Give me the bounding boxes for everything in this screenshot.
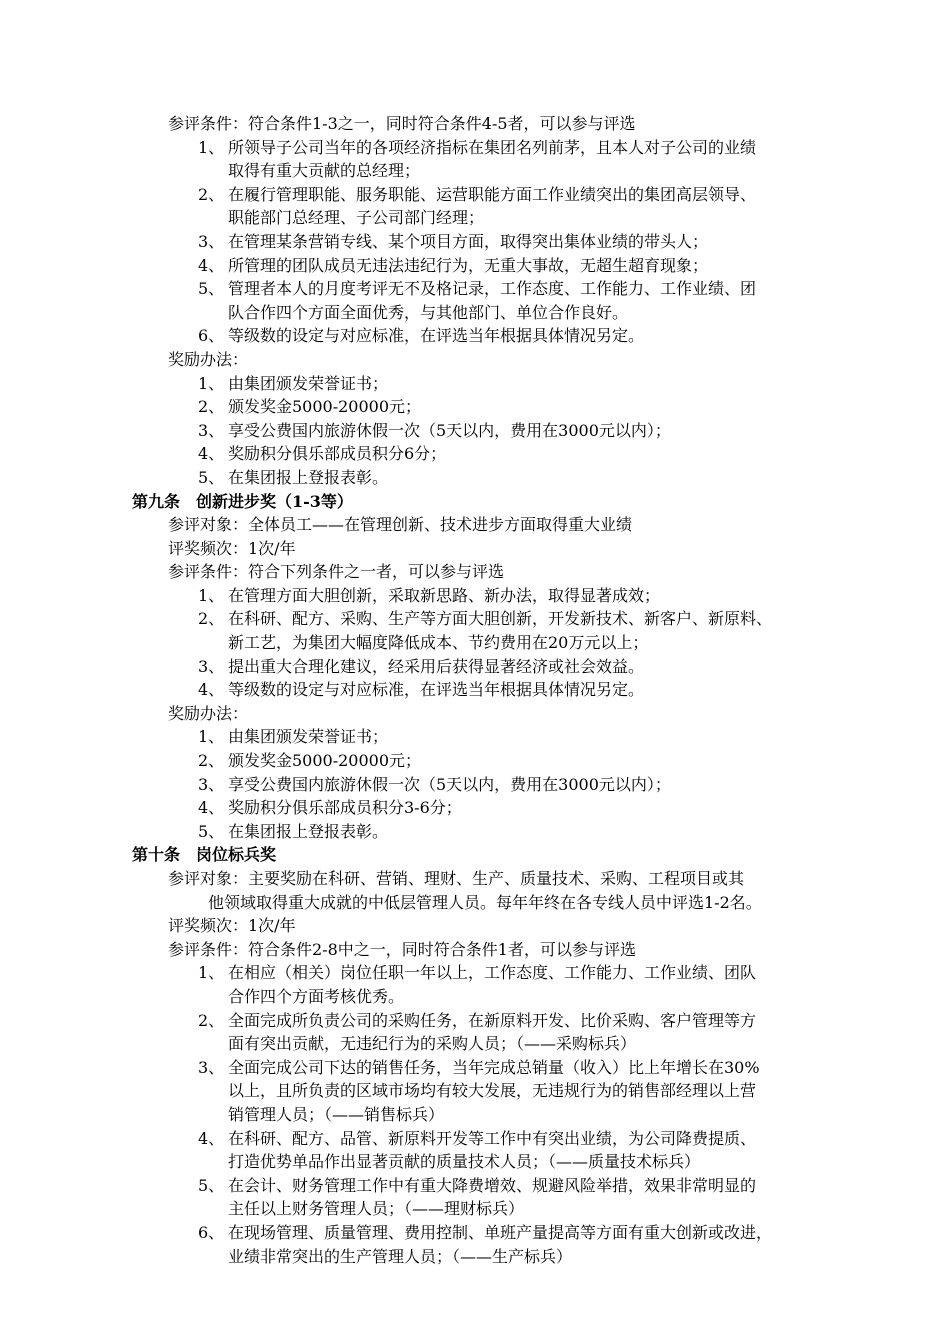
list-item-line: 面有突出贡献，无违纪行为的采购人员；（——采购标兵） xyxy=(228,1034,637,1054)
list-item-line: 所领导子公司当年的各项经济指标在集团名列前茅，且本人对子公司的业绩 xyxy=(228,137,757,157)
list-item-text xyxy=(228,324,877,348)
list-item-number: 2、 xyxy=(198,397,225,417)
list-item-line: 销管理人员；（——销售标兵） xyxy=(228,1104,445,1124)
list-item-line: 在科研、配方、采购、生产等方面大胆创新，开发新技术、新客户、新原料、 xyxy=(228,609,773,629)
list-item xyxy=(132,655,877,679)
field-label: 奖励办法： xyxy=(168,703,249,723)
list-item-number: 5、 xyxy=(198,279,225,299)
list-item-line: 等级数的设定与对应标准，在评选当年根据具体情况另定。 xyxy=(228,326,645,346)
list-item-line: 在管理某条营销专线、某个项目方面，取得突出集体业绩的带头人； xyxy=(228,231,709,251)
list-item xyxy=(132,372,877,396)
list-item-line: 业绩非常突出的生产管理人员；（——生产标兵） xyxy=(228,1246,573,1266)
list-item xyxy=(132,961,877,1008)
list-item-text xyxy=(228,419,877,443)
list-item xyxy=(132,183,877,230)
list-item-line: 颁发奖金5000-20000元； xyxy=(228,397,422,417)
list-item xyxy=(132,136,877,183)
field-label: 评奖频次：1次/年 xyxy=(168,916,296,936)
list-item-line: 享受公费国内旅游休假一次（5天以内，费用在3000元以内）； xyxy=(228,420,671,440)
list-item xyxy=(132,442,877,466)
list-item-line: 等级数的设定与对应标准，在评选当年根据具体情况另定。 xyxy=(228,680,645,700)
list-item xyxy=(132,324,877,348)
list-item-text xyxy=(228,725,877,749)
list-item-number: 3、 xyxy=(198,1057,225,1077)
article-heading: 第九条 创新进步奖（1-3等） xyxy=(132,491,353,511)
list-item-line: 在履行管理职能、服务职能、运营职能方面工作业绩突出的集团高层领导、 xyxy=(228,184,757,204)
field-label: 参评对象：全体员工——在管理创新、技术进步方面取得重大业绩 xyxy=(168,515,633,535)
list-item-number: 4、 xyxy=(198,1128,225,1148)
list-item-line: 以上，且所负责的区域市场均有较大发展，无违规行为的销售部经理以上营 xyxy=(228,1081,757,1101)
list-item-text xyxy=(228,796,877,820)
list-item-text xyxy=(228,749,877,773)
list-item-line: 全面完成公司下达的销售任务，当年完成总销量（收入）比上年增长在30% xyxy=(228,1057,760,1077)
list-item-line: 在集团报上登报表彰。 xyxy=(228,821,389,841)
list-item-line: 所管理的团队成员无违法违纪行为，无重大事故，无超生超育现象； xyxy=(228,255,709,275)
list-item xyxy=(132,1221,877,1268)
list-item xyxy=(132,1056,877,1127)
list-item xyxy=(132,419,877,443)
list-item-text xyxy=(228,254,877,278)
list-item-number: 2、 xyxy=(198,609,225,629)
list-item-text xyxy=(228,395,877,419)
field-label: 参评条件：符合条件1-3之一，同时符合条件4-5者，可以参与评选 xyxy=(168,114,636,133)
list-item-number: 1、 xyxy=(198,585,225,605)
list-item-number: 5、 xyxy=(198,467,225,487)
list-item-line: 在现场管理、质量管理、费用控制、单班产量提高等方面有重大创新或改进， xyxy=(228,1222,773,1242)
list-item-line: 职能部门总经理、子公司部门经理； xyxy=(228,208,485,228)
list-item-line: 主任以上财务管理人员；（——理财标兵） xyxy=(228,1199,525,1219)
list-item-line: 合作四个方面考核优秀。 xyxy=(228,986,405,1006)
list-item-line: 颁发奖金5000-20000元； xyxy=(228,751,422,771)
paragraph-line: 参评对象：主要奖励在科研、营销、理财、生产、质量技术、采购、工程项目或其 xyxy=(168,869,745,888)
list-item xyxy=(132,230,877,254)
list-item-number: 5、 xyxy=(198,821,225,841)
list-item xyxy=(132,607,877,654)
list-item-line: 在管理方面大胆创新，采取新思路、新办法，取得显著成效； xyxy=(228,585,661,605)
list-item-line: 由集团颁发荣誉证书； xyxy=(228,727,389,747)
list-item xyxy=(132,277,877,324)
list-item-line: 在会计、财务管理工作中有重大降费增效、规避风险举措，效果非常明显的 xyxy=(228,1175,757,1195)
list-item xyxy=(132,395,877,419)
list-item-number: 4、 xyxy=(198,255,225,275)
list-item-text xyxy=(228,466,877,490)
list-item-number: 5、 xyxy=(198,1175,225,1195)
field-label: 参评条件：符合条件2-8中之一，同时符合条件1者，可以参与评选 xyxy=(168,939,636,959)
list-item-number: 1、 xyxy=(198,727,225,747)
field-label: 评奖频次：1次/年 xyxy=(168,538,296,558)
list-item-text xyxy=(228,584,877,608)
list-item-line: 管理者本人的月度考评无不及格记录，工作态度、工作能力、工作业绩、团 xyxy=(228,279,757,299)
list-item xyxy=(132,254,877,278)
paragraph-line: 他领域取得重大成就的中低层管理人员。每年年终在各专线人员中评选1-2名。 xyxy=(208,892,762,912)
list-item-line: 取得有重大贡献的总经理； xyxy=(228,161,421,181)
list-item-text xyxy=(228,820,877,844)
list-item-line: 打造优势单品作出显著贡献的质量技术人员；（——质量技术标兵） xyxy=(228,1152,701,1172)
list-item-line: 队合作四个方面全面优秀，与其他部门、单位合作良好。 xyxy=(228,302,629,322)
list-item-text xyxy=(228,136,877,183)
list-item-line: 提出重大合理化建议，经采用后获得显著经济或社会效益。 xyxy=(228,656,645,676)
list-item xyxy=(132,725,877,749)
list-item-number: 1、 xyxy=(198,373,225,393)
list-item-number: 1、 xyxy=(198,963,225,983)
list-item-number: 2、 xyxy=(198,1010,225,1030)
list-item xyxy=(132,796,877,820)
list-item-number: 6、 xyxy=(198,1222,225,1242)
list-item-text xyxy=(228,230,877,254)
list-item-line: 由集团颁发荣誉证书； xyxy=(228,373,389,393)
list-item-text xyxy=(228,442,877,466)
list-item-text xyxy=(228,1221,877,1268)
list-item-text xyxy=(228,655,877,679)
list-item-number: 6、 xyxy=(198,326,225,346)
list-item-number: 3、 xyxy=(198,231,225,251)
field-paragraph xyxy=(132,867,877,914)
list-item-line: 在集团报上登报表彰。 xyxy=(228,467,389,487)
list-item-line: 在相应（相关）岗位任职一年以上，工作态度、工作能力、工作业绩、团队 xyxy=(228,963,757,983)
list-item-line: 全面完成所负责公司的采购任务，在新原料开发、比价采购、客户管理等方 xyxy=(228,1010,757,1030)
list-item-number: 4、 xyxy=(198,444,225,464)
field-label: 参评条件：符合下列条件之一者，可以参与评选 xyxy=(168,562,505,582)
list-item xyxy=(132,1174,877,1221)
list-item-number: 2、 xyxy=(198,184,225,204)
list-item-text xyxy=(228,183,877,230)
list-item-text xyxy=(228,277,877,324)
list-item-text xyxy=(228,1009,877,1056)
list-item-line: 奖励积分俱乐部成员积分3-6分； xyxy=(228,798,462,818)
list-item-text xyxy=(228,1056,877,1127)
list-item xyxy=(132,466,877,490)
list-item-line: 享受公费国内旅游休假一次（5天以内，费用在3000元以内）； xyxy=(228,774,671,794)
list-item-line: 新工艺，为集团大幅度降低成本、节约费用在20万元以上； xyxy=(228,633,649,653)
list-item-number: 4、 xyxy=(198,798,225,818)
list-item xyxy=(132,584,877,608)
list-item xyxy=(132,749,877,773)
list-item-line: 奖励积分俱乐部成员积分6分； xyxy=(228,444,447,464)
list-item-text xyxy=(228,372,877,396)
list-item-text xyxy=(228,678,877,702)
list-item-text xyxy=(228,1174,877,1221)
list-item xyxy=(132,773,877,797)
list-item-number: 2、 xyxy=(198,751,225,771)
list-item-text xyxy=(228,1127,877,1174)
list-item xyxy=(132,1009,877,1056)
list-item-number: 3、 xyxy=(198,656,225,676)
list-item-number: 3、 xyxy=(198,420,225,440)
list-item-text xyxy=(228,773,877,797)
list-item xyxy=(132,1127,877,1174)
list-item xyxy=(132,678,877,702)
list-item-text xyxy=(228,961,877,1008)
list-item-text xyxy=(228,607,877,654)
document-body xyxy=(132,112,877,1268)
list-item-number: 3、 xyxy=(198,774,225,794)
list-item xyxy=(132,820,877,844)
list-item-line: 在科研、配方、品管、新原料开发等工作中有突出业绩，为公司降费提质、 xyxy=(228,1128,757,1148)
field-label: 奖励办法： xyxy=(168,349,249,369)
list-item-number: 4、 xyxy=(198,680,225,700)
article-heading: 第十条 岗位标兵奖 xyxy=(132,845,277,865)
list-item-number: 1、 xyxy=(198,137,225,157)
